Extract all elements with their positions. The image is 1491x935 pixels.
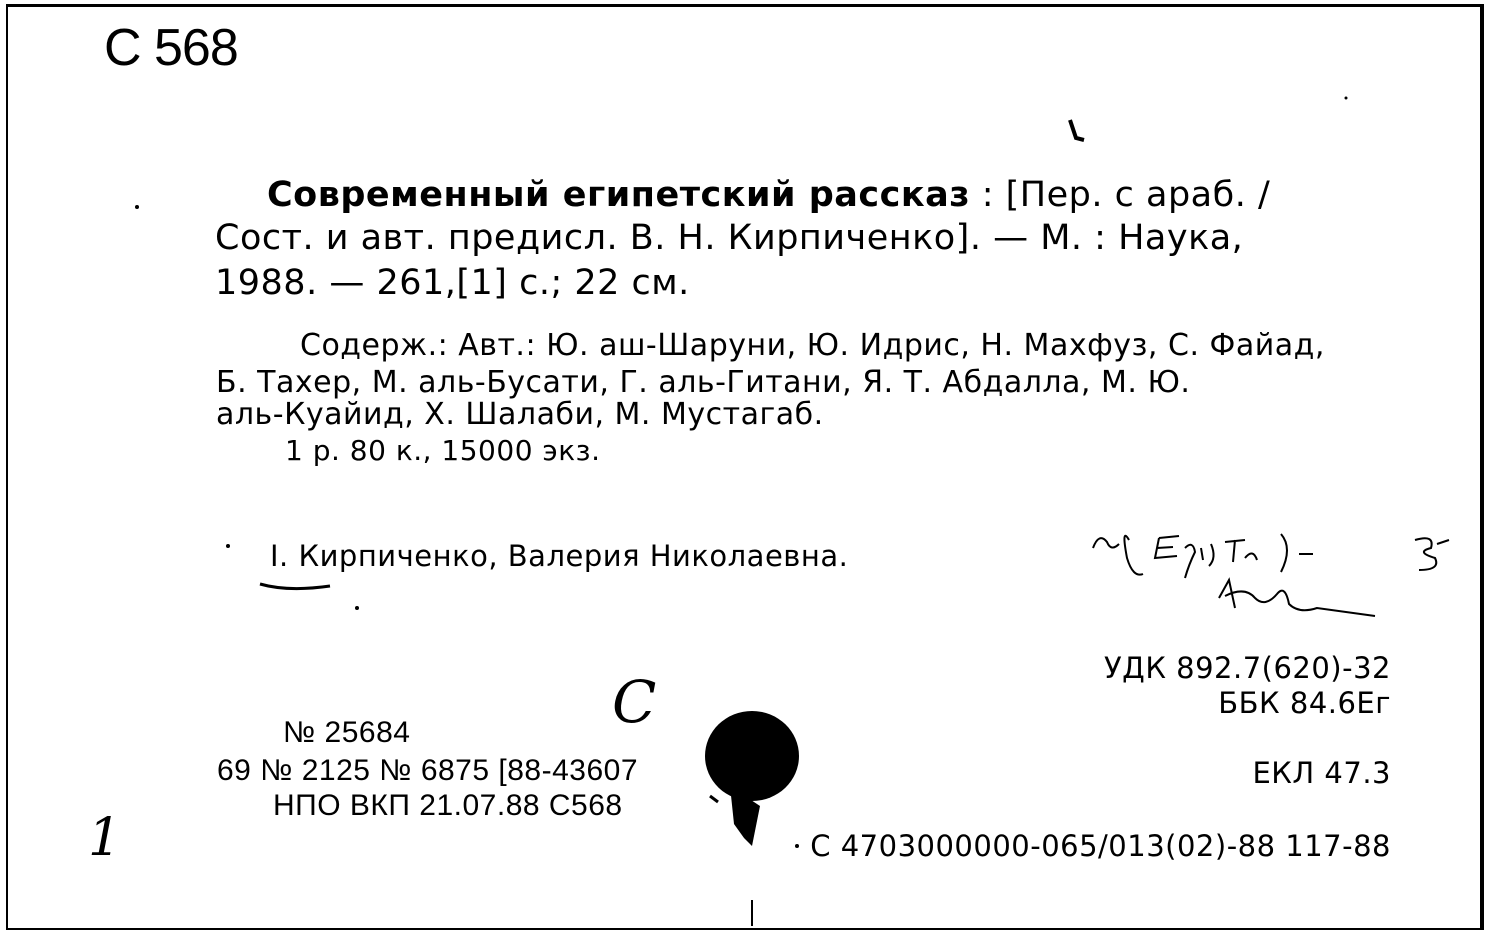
ekl-code: ЕКЛ 47.3	[1252, 756, 1391, 790]
order-line: 69 № 2125 № 6875 [88-43607	[217, 754, 639, 787]
bbk-code: ББК 84.6Ег	[1218, 686, 1391, 720]
price-line: 1 р. 80 к., 15000 экз.	[285, 434, 601, 467]
npo-line: НПО ВКП 21.07.88 С568	[273, 789, 623, 822]
title-rest: : [Пер. с араб. /	[970, 175, 1271, 215]
title-bold: Современный египетский рассказ	[267, 175, 971, 215]
title-line-2: Сост. и авт. предисл. В. Н. Кирпиченко]. — М. : Наука,	[215, 218, 1244, 258]
handwritten-1: 1	[88, 808, 122, 868]
contents-line-3: аль-Куайид, Х. Шалаби, М. Мустагаб.	[216, 397, 824, 432]
shelf-mark: С 568	[104, 19, 238, 77]
udk-code: УДК 892.7(620)-32	[1103, 651, 1391, 685]
catalog-code-line: С 4703000000-065/013(02)-88 117-88	[810, 829, 1391, 863]
contents-line-1: Содерж.: Авт.: Ю. аш-Шаруни, Ю. Идрис, Н. Махфуз, С. Файад,	[300, 328, 1325, 363]
title-line-3: 1988. — 261,[1] с.; 22 см.	[215, 263, 690, 303]
accession-number: № 25684	[283, 716, 411, 749]
handwritten-c: С	[612, 668, 657, 736]
added-entry: I. Кирпиченко, Валерия Николаевна.	[270, 539, 849, 573]
contents-line-2: Б. Тахер, М. аль-Бусати, Г. аль-Гитани, Я. Т. Абдалла, М. Ю.	[216, 365, 1191, 400]
